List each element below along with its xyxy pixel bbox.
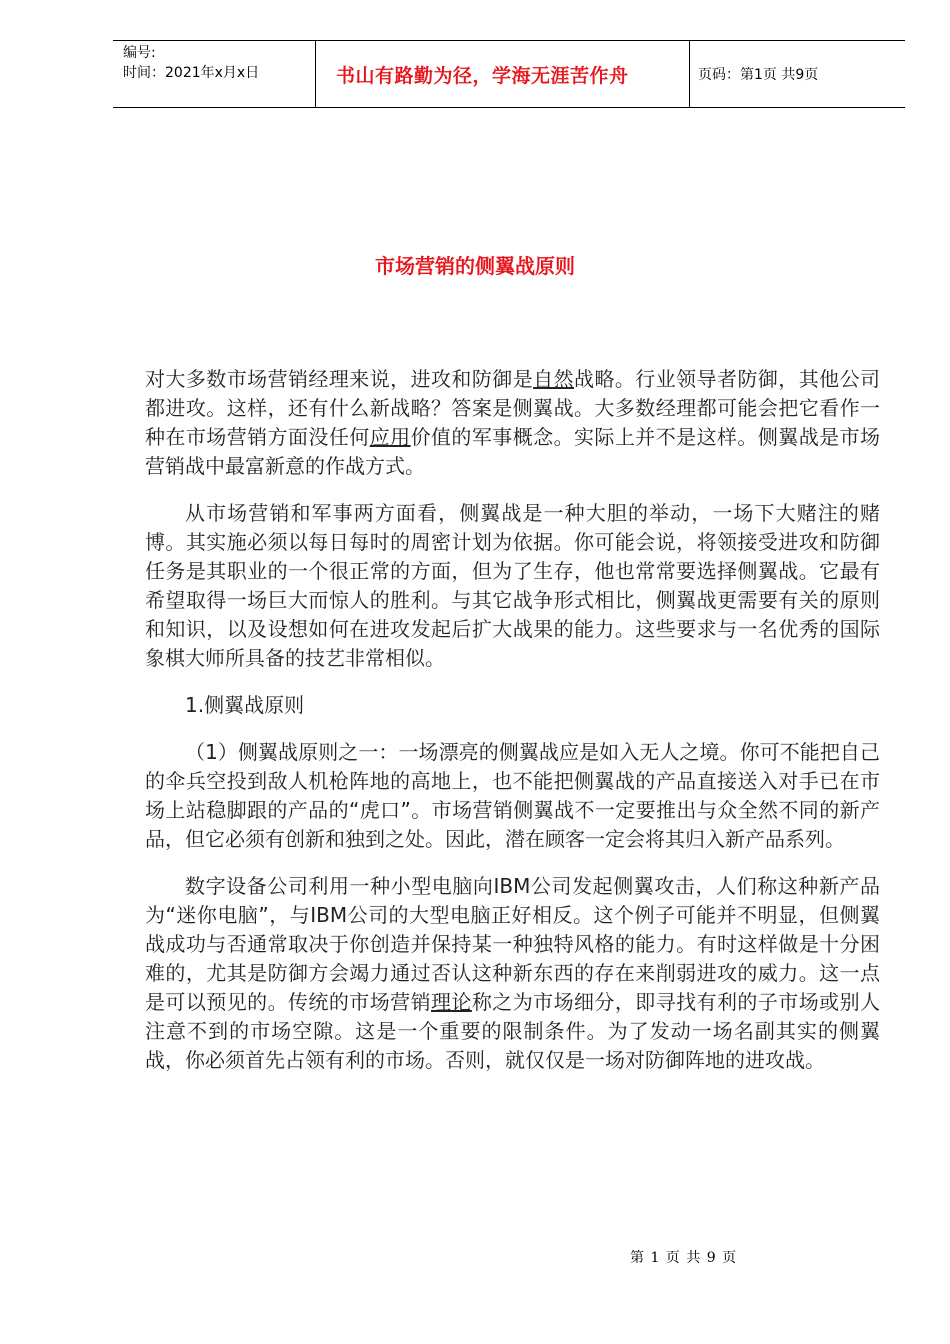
text-span: 对大多数市场营销经理来说，进攻和防御是 <box>145 367 534 391</box>
header-meta <box>113 41 316 107</box>
paragraph-2: 从市场营销和军事两方面看，侧翼战是一种大胆的举动，一场下大赌注的赌博。其实施必须以每日每时的周密计划为依据。你可能会说，将领接受进攻和防御任务是其职业的一个很正常的方面，但为了生存，他也常常要选择侧翼战。它最有希望取得一场巨大而惊人的胜利。与其它战争形式相比，侧翼战更需要有关的原则和知识，以及设想如何在进攻发起后扩大战果的能力。这些要求与一名优秀的国际象棋大师所具备的技艺非常相似。 <box>145 501 880 670</box>
text-span: 战略。行业领导者防御，其他公司都进攻。这样，还有什么新战略？答案是侧翼战。大多数经理都可能会把它看作一种在市场营销方面没任何 <box>145 367 881 449</box>
header-page-info: 页码：第1页 共9页 <box>698 67 819 83</box>
page-header <box>113 40 905 108</box>
text-span: 价值的军事概念。实际上并不是这样。侧翼战是市场营销战中最富新意的作战方式。 <box>145 425 881 478</box>
number-label: 编号: <box>123 45 156 61</box>
header-motto: 书山有路勤为径，学海无涯苦作舟 <box>316 41 690 107</box>
section-heading: 1.侧翼战原则 <box>185 693 305 717</box>
document-title: 市场营销的侧翼战原则 <box>375 254 575 278</box>
time-label: 时间：2021年x月x日 <box>123 65 260 81</box>
paragraph-4 <box>145 872 880 1075</box>
document-body <box>145 365 880 1093</box>
paragraph-3: （1）侧翼战原则之一：一场漂亮的侧翼战应是如入无人之境。你可不能把自己的伞兵空投到敌人机枪阵地的高地上，也不能把侧翼战的产品直接送入对手已在市场上站稳脚跟的产品的“虎口”。市场营销侧翼战不一定要推出与众全然不同的新产品，但它必须有创新和独到之处。因此，潜在顾客一定会将其归入新产品系列。 <box>145 740 880 851</box>
link-yingyong[interactable]: 应用 <box>369 425 411 449</box>
link-lilun[interactable]: 理论 <box>431 990 472 1014</box>
paragraph-1 <box>145 365 880 481</box>
text-span: 称之为市场细分，即寻找有利的子市场或别人注意不到的市场空隙。这是一个重要的限制条件。为了发动一场名副其实的侧翼战，你必须首先占领有利的市场。否则，就仅仅是一场对防御阵地的进攻战。 <box>145 990 881 1072</box>
page-footer: 第 1 页 共 9 页 <box>630 1250 738 1266</box>
text-span: 数字设备公司利用一种小型电脑向IBM公司发起侧翼攻击，人们称这种新产品为“迷你电脑”，与IBM公司的大型电脑正好相反。这个例子可能并不明显，但侧翼战成功与否通常取决于你创造并保持某一种独特风格的能力。有时这样做是十分困难的，尤其是防御方会竭力通过否认这种新东西的存在来削弱进攻的威力。这一点是可以预见的。传统的市场营销 <box>145 874 880 1014</box>
link-ziran[interactable]: 自然 <box>533 367 575 391</box>
